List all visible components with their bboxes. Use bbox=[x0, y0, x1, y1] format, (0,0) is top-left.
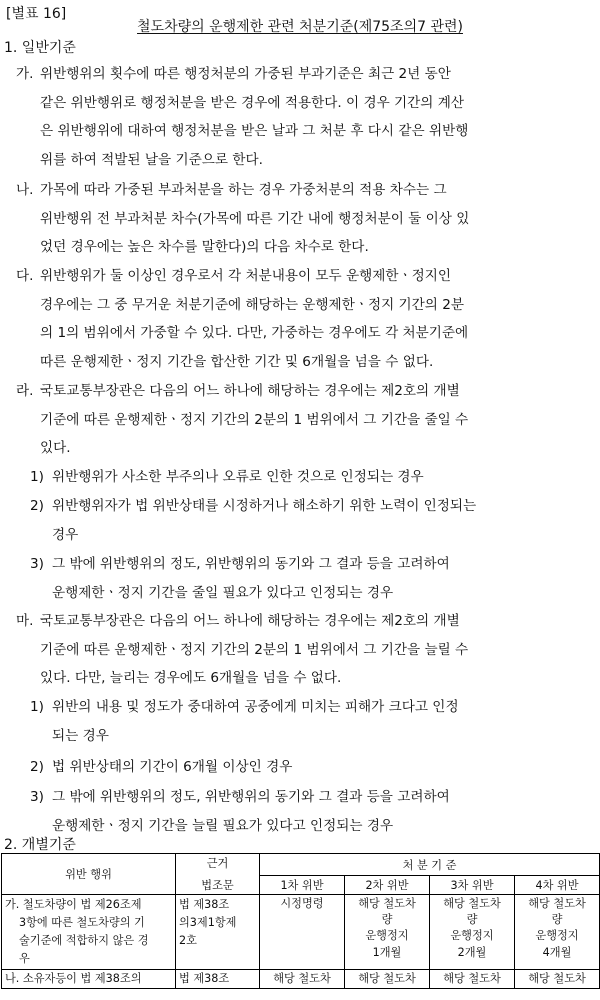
cell-line: 나. 소유자등이 법 제38조의 bbox=[5, 972, 142, 985]
header-round-3: 3차 위반 bbox=[430, 876, 515, 895]
general-subitem-ra-1 bbox=[30, 463, 594, 492]
general-item-da bbox=[16, 262, 594, 376]
subitem-mark: 3) bbox=[30, 789, 44, 805]
subitem-line: 되는 경우 bbox=[52, 727, 109, 744]
general-subitem-ma-2 bbox=[30, 753, 594, 782]
cell-line: 우 bbox=[19, 952, 30, 965]
subitem-line: 위반행위가 사소한 부주의나 오류로 인한 것으로 인정되는 경우 bbox=[52, 469, 424, 485]
table-row bbox=[2, 970, 600, 989]
subitem-mark: 1) bbox=[30, 469, 44, 485]
general-item-ma bbox=[16, 607, 594, 693]
item-line: 가목에 따라 가중된 부과처분을 하는 경우 가중처분의 적용 차수는 그 bbox=[40, 182, 447, 198]
item-line: 위반행위의 횟수에 따른 행정처분의 가중된 부과기준은 최근 2년 동안 bbox=[40, 66, 451, 82]
basis-cell bbox=[176, 970, 260, 989]
header-basis-line: 법조문 bbox=[201, 879, 234, 892]
item-line: 국토교통부장관은 다음의 어느 하나에 해당하는 경우에는 제2호의 개별 bbox=[40, 383, 460, 399]
round-3-cell bbox=[430, 970, 515, 989]
cell-line: 해당 철도차 bbox=[528, 972, 586, 985]
item-line: 위반행위 전 부과처분 차수(가목에 따른 기간 내에 행정처분이 둘 이상 있 bbox=[40, 210, 470, 227]
cell-line: 의3제1항제 bbox=[179, 916, 237, 929]
subitem-line: 그 밖에 위반행위의 정도, 위반행위의 동기와 그 결과 등을 고려하여 bbox=[52, 789, 450, 805]
subitem-line: 위반행위자가 법 위반상태를 시정하거나 해소하기 위한 노력이 인정되는 bbox=[52, 498, 477, 514]
item-line: 있다. 다만, 늘리는 경우에도 6개월을 넘을 수 없다. bbox=[40, 670, 342, 687]
item-line: 은 위반행위에 대하여 행정처분을 받은 날과 그 처분 후 다시 같은 위반행 bbox=[40, 123, 469, 140]
violation-cell bbox=[2, 970, 176, 989]
item-line: 었던 경우에는 높은 차수를 말한다)의 다음 차수로 한다. bbox=[40, 239, 369, 256]
general-subitem-ma-1 bbox=[30, 693, 594, 750]
subitem-line: 위반의 내용 및 정도가 중대하여 공중에게 미치는 피해가 크다고 인정 bbox=[52, 699, 459, 715]
criteria-table bbox=[1, 853, 600, 989]
round-2-cell bbox=[345, 895, 430, 970]
cell-line: 3항에 따른 철도차량의 기 bbox=[19, 916, 145, 929]
subitem-line: 경우 bbox=[52, 526, 79, 543]
subitem-line: 그 밖에 위반행위의 정도, 위반행위의 동기와 그 결과 등을 고려하여 bbox=[52, 556, 450, 572]
item-mark: 라. bbox=[16, 383, 34, 399]
item-line: 위를 하여 적발된 날을 기준으로 한다. bbox=[40, 151, 263, 168]
violation-cell bbox=[2, 895, 176, 970]
item-line: 기준에 따른 운행제한ㆍ정지 기간의 2분의 1 범위에서 그 기간을 줄일 수 bbox=[40, 411, 469, 428]
cell-line: 해당 철도차 bbox=[528, 897, 586, 910]
cell-line: 해당 철도차 bbox=[273, 972, 331, 985]
header-round-4: 4차 위반 bbox=[515, 876, 600, 895]
header-violation: 위반 행위 bbox=[2, 854, 176, 895]
header-basis-line: 근거 bbox=[206, 857, 229, 870]
header-basis bbox=[176, 854, 260, 895]
item-mark: 마. bbox=[16, 613, 34, 629]
general-item-ra bbox=[16, 377, 594, 463]
cell-line: 술기준에 적합하지 않은 경 bbox=[19, 934, 149, 947]
round-1-cell bbox=[260, 970, 345, 989]
basis-cell bbox=[176, 895, 260, 970]
item-line: 같은 위반행위로 행정처분을 받은 경우에 적용한다. 이 경우 기간의 계산 bbox=[40, 94, 465, 111]
header-criteria: 처 분 기 준 bbox=[260, 854, 600, 876]
header-round-1: 1차 위반 bbox=[260, 876, 345, 895]
subitem-mark: 2) bbox=[30, 759, 44, 775]
cell-line: 2개월 bbox=[457, 945, 487, 959]
general-subitem-ra-2 bbox=[30, 492, 594, 549]
general-subitem-ra-3 bbox=[30, 550, 594, 607]
section-general-heading: 1. 일반기준 bbox=[4, 40, 76, 56]
item-line: 위반행위가 둘 이상인 경우로서 각 처분내용이 모두 운행제한ㆍ정지인 bbox=[40, 268, 452, 284]
item-line: 의 1의 범위에서 가중할 수 있다. 다만, 가중하는 경우에도 각 처분기준에 bbox=[40, 325, 469, 342]
subitem-mark: 3) bbox=[30, 556, 44, 572]
header-round-2: 2차 위반 bbox=[345, 876, 430, 895]
item-mark: 다. bbox=[16, 268, 34, 284]
cell-line: 해당 철도차 bbox=[358, 972, 416, 985]
cell-line: 량 bbox=[381, 913, 393, 927]
cell-line: 법 제38조 bbox=[179, 972, 230, 985]
cell-line: 운행정지 bbox=[450, 929, 494, 943]
table-row bbox=[2, 895, 600, 970]
cell-line: 운행정지 bbox=[365, 929, 409, 943]
subitem-mark: 2) bbox=[30, 498, 44, 514]
item-line: 국토교통부장관은 다음의 어느 하나에 해당하는 경우에는 제2호의 개별 bbox=[40, 613, 460, 629]
item-line: 따른 운행제한ㆍ정지 기간을 합산한 기간 및 6개월을 넘을 수 없다. bbox=[40, 353, 434, 370]
cell-line: 가. 철도차량이 법 제26조제 bbox=[5, 898, 142, 911]
subitem-line: 운행제한ㆍ정지 기간을 줄일 필요가 있다고 인정되는 경우 bbox=[52, 584, 394, 601]
round-4-cell bbox=[515, 970, 600, 989]
cell-line: 4개월 bbox=[542, 945, 572, 959]
subitem-line: 법 위반상태의 기간이 6개월 이상인 경우 bbox=[52, 759, 293, 775]
cell-line: 법 제38조 bbox=[179, 898, 230, 911]
cell-line: 해당 철도차 bbox=[358, 897, 416, 910]
round-3-cell bbox=[430, 895, 515, 970]
general-item-na bbox=[16, 176, 594, 262]
item-line: 있다. bbox=[40, 440, 71, 457]
cell-line: 운행정지 bbox=[535, 929, 579, 943]
round-4-cell bbox=[515, 895, 600, 970]
document-title: 철도차량의 운행제한 관련 처분기준(제75조의7 관련) bbox=[137, 19, 463, 35]
general-subitem-ma-3 bbox=[30, 783, 594, 840]
subitem-mark: 1) bbox=[30, 699, 44, 715]
round-2-cell bbox=[345, 970, 430, 989]
section-individual-heading: 2. 개별기준 bbox=[4, 837, 76, 853]
item-mark: 나. bbox=[16, 182, 34, 198]
cell-line: 해당 철도차 bbox=[443, 897, 501, 910]
cell-line: 2호 bbox=[179, 934, 197, 947]
item-line: 경우에는 그 중 무거운 처분기준에 해당하는 운행제한ㆍ정지 기간의 2분 bbox=[40, 296, 465, 313]
general-item-ga bbox=[16, 60, 594, 174]
cell-line: 량 bbox=[551, 913, 563, 927]
cell-line: 1개월 bbox=[372, 945, 402, 959]
item-mark: 가. bbox=[16, 66, 34, 82]
item-line: 기준에 따른 운행제한ㆍ정지 기간의 2분의 1 범위에서 그 기간을 늘릴 수 bbox=[40, 641, 469, 658]
cell-line: 해당 철도차 bbox=[443, 972, 501, 985]
annex-tag: [별표 16] bbox=[6, 6, 67, 22]
cell-line: 시정명령 bbox=[280, 897, 324, 910]
subitem-line: 운행제한ㆍ정지 기간을 늘릴 필요가 있다고 인정되는 경우 bbox=[52, 817, 394, 834]
round-1-cell bbox=[260, 895, 345, 970]
cell-line: 량 bbox=[466, 913, 478, 927]
